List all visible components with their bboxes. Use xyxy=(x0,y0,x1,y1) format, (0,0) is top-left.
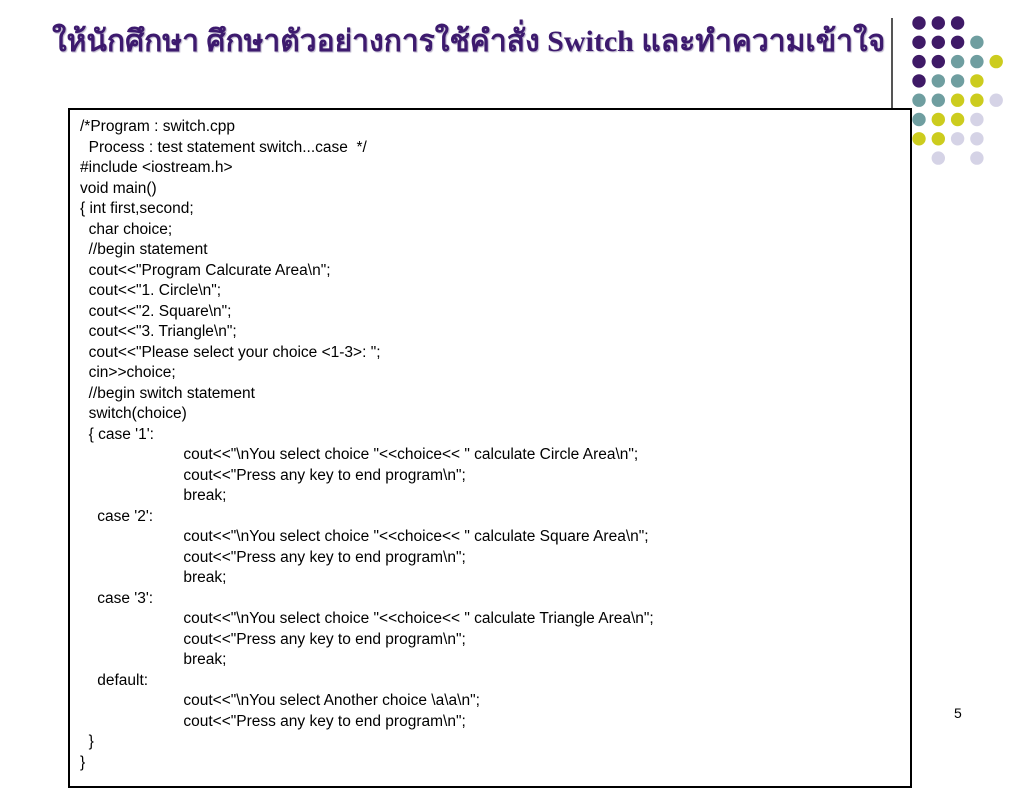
code-line: case '3': xyxy=(80,589,154,607)
code-line: default: xyxy=(80,671,149,689)
code-line: } xyxy=(80,733,94,750)
decorative-dot xyxy=(912,16,925,29)
code-line: break; xyxy=(80,569,227,586)
code-line: } xyxy=(80,753,86,771)
code-line: switch(choice) xyxy=(80,405,187,422)
decorative-dot xyxy=(951,132,964,145)
decorative-dot xyxy=(932,94,945,107)
decorative-dot xyxy=(951,74,964,87)
code-line: cout<<"2. Square\n"; xyxy=(80,302,232,320)
page-number: 5 xyxy=(954,705,962,721)
code-line: /*Program : switch.cpp xyxy=(80,118,236,135)
decorative-dot xyxy=(970,55,983,68)
code-line: cout<<"Press any key to end program\n"; xyxy=(80,712,466,730)
code-line: Process : test statement switch...case */ xyxy=(80,138,367,156)
code-line: //begin statement xyxy=(80,241,208,258)
decorative-dot xyxy=(951,55,964,68)
code-line: cout<<"\nYou select Another choice \a\a\n"; xyxy=(80,692,480,709)
decorative-dot xyxy=(970,151,983,164)
code-line: cout<<"Press any key to end program\n"; xyxy=(80,548,466,566)
code-line: cout<<"1. Circle\n"; xyxy=(80,282,222,299)
code-line: case '2': xyxy=(80,507,154,525)
code-line: char choice; xyxy=(80,220,173,238)
decorative-dot xyxy=(970,113,983,126)
decorative-dot xyxy=(970,94,983,107)
code-line: cout<<"\nYou select choice "<<choice<< " calculate Triangle Area\n"; xyxy=(80,610,654,627)
decorative-dot xyxy=(970,74,983,87)
decorative-dot xyxy=(912,55,925,68)
decorative-dot xyxy=(932,74,945,87)
decorative-dot xyxy=(932,36,945,49)
decorative-dot xyxy=(970,36,983,49)
decorative-dot xyxy=(990,94,1003,107)
decorative-dot xyxy=(990,55,1003,68)
code-line: //begin switch statement xyxy=(80,384,255,402)
decorative-dot xyxy=(912,94,925,107)
code-line: cout<<"3. Triangle\n"; xyxy=(80,323,237,340)
decorative-dot xyxy=(951,94,964,107)
slide-title: ให้นักศึกษา ศึกษาตัวอย่างการใช้คำสั่ง Switch และทำความเข้าใจ xyxy=(52,25,886,58)
code-line: { case '1': xyxy=(80,425,154,443)
decorative-dot xyxy=(912,36,925,49)
decorative-dot xyxy=(932,132,945,145)
code-line: cout<<"\nYou select choice "<<choice<< " calculate Circle Area\n"; xyxy=(80,446,639,463)
code-line: cin>>choice; xyxy=(80,364,176,381)
decorative-dot xyxy=(951,36,964,49)
decorative-dot xyxy=(951,16,964,29)
code-line: cout<<"Program Calcurate Area\n"; xyxy=(80,261,331,279)
decorative-dot xyxy=(932,16,945,29)
code-listing xyxy=(80,117,654,773)
decorative-dot xyxy=(932,151,945,164)
decorative-dot xyxy=(932,55,945,68)
code-line: cout<<"Please select your choice <1-3>: "; xyxy=(80,343,381,361)
decorative-dot xyxy=(970,132,983,145)
code-listing-box xyxy=(68,108,912,788)
code-line: { int first,second; xyxy=(80,200,194,217)
code-line: break; xyxy=(80,651,227,668)
code-line: break; xyxy=(80,487,227,504)
code-line: #include <iostream.h> xyxy=(80,159,233,176)
decorative-dot xyxy=(932,113,945,126)
code-line: void main() xyxy=(80,179,157,197)
decorative-dot xyxy=(951,113,964,126)
code-line: cout<<"Press any key to end program\n"; xyxy=(80,630,466,648)
decorative-dot xyxy=(912,113,925,126)
decorative-dot xyxy=(912,74,925,87)
code-line: cout<<"Press any key to end program\n"; xyxy=(80,466,466,484)
decorative-dot xyxy=(912,132,925,145)
code-line: cout<<"\nYou select choice "<<choice<< " calculate Square Area\n"; xyxy=(80,528,649,545)
